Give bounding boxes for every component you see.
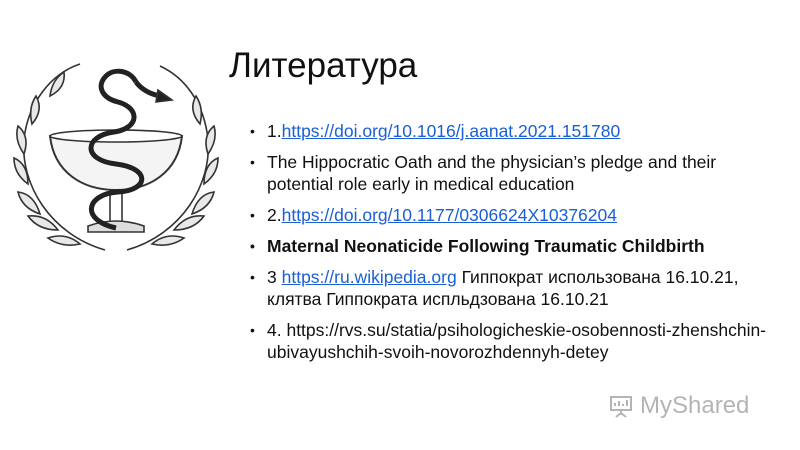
watermark-text: MyShared (640, 392, 750, 419)
reference-text: Гиппократ использована 16.10.21, клятва Гиппократа испльдзована 16.10.21 (267, 267, 739, 309)
watermark (608, 392, 749, 420)
reference-link[interactable]: https://doi.org/10.1016/j.aanat.2021.151780 (281, 121, 621, 141)
reference-text: The Hippocratic Oath and the physician’s pledge and their potential role early in medical education (267, 152, 717, 194)
reference-number: 2. (267, 205, 282, 225)
reference-number: 1. (267, 121, 282, 141)
reference-list (250, 120, 770, 372)
reference-link[interactable]: https://ru.wikipedia.org (281, 267, 457, 287)
slide-title: Литература (229, 46, 418, 85)
reference-number: 3 (267, 267, 282, 287)
reference-link[interactable]: https://doi.org/10.1177/0306624X10376204 (281, 205, 617, 225)
presentation-icon (608, 393, 634, 419)
reference-item: • 2.https://doi.org/10.1177/0306624X10376204 (250, 205, 617, 225)
bowl-of-hygieia-icon (10, 44, 222, 262)
reference-item: • Maternal Neonaticide Following Traumatic Childbirth (250, 236, 705, 256)
reference-item: • 1.https://doi.org/10.1016/j.aanat.2021.151780 (250, 121, 621, 141)
reference-item: • 4. https://rvs.su/statia/psihologicheskie-osobennosti-zhenshchin-ubivayushchih-svoih-novorozhdennyh-detey (250, 320, 767, 362)
reference-text: Maternal Neonaticide Following Traumatic Childbirth (267, 236, 705, 256)
reference-item: • The Hippocratic Oath and the physician’s pledge and their potential role early in medical education (250, 152, 717, 194)
reference-text: 4. https://rvs.su/statia/psihologicheskie-osobennosti-zhenshchin-ubivayushchih-svoih-novorozhdennyh-detey (267, 320, 767, 362)
reference-item: • 3 https://ru.wikipedia.org Гиппократ использована 16.10.21, клятва Гиппократа испльдзована 16.10.21 (250, 267, 739, 309)
